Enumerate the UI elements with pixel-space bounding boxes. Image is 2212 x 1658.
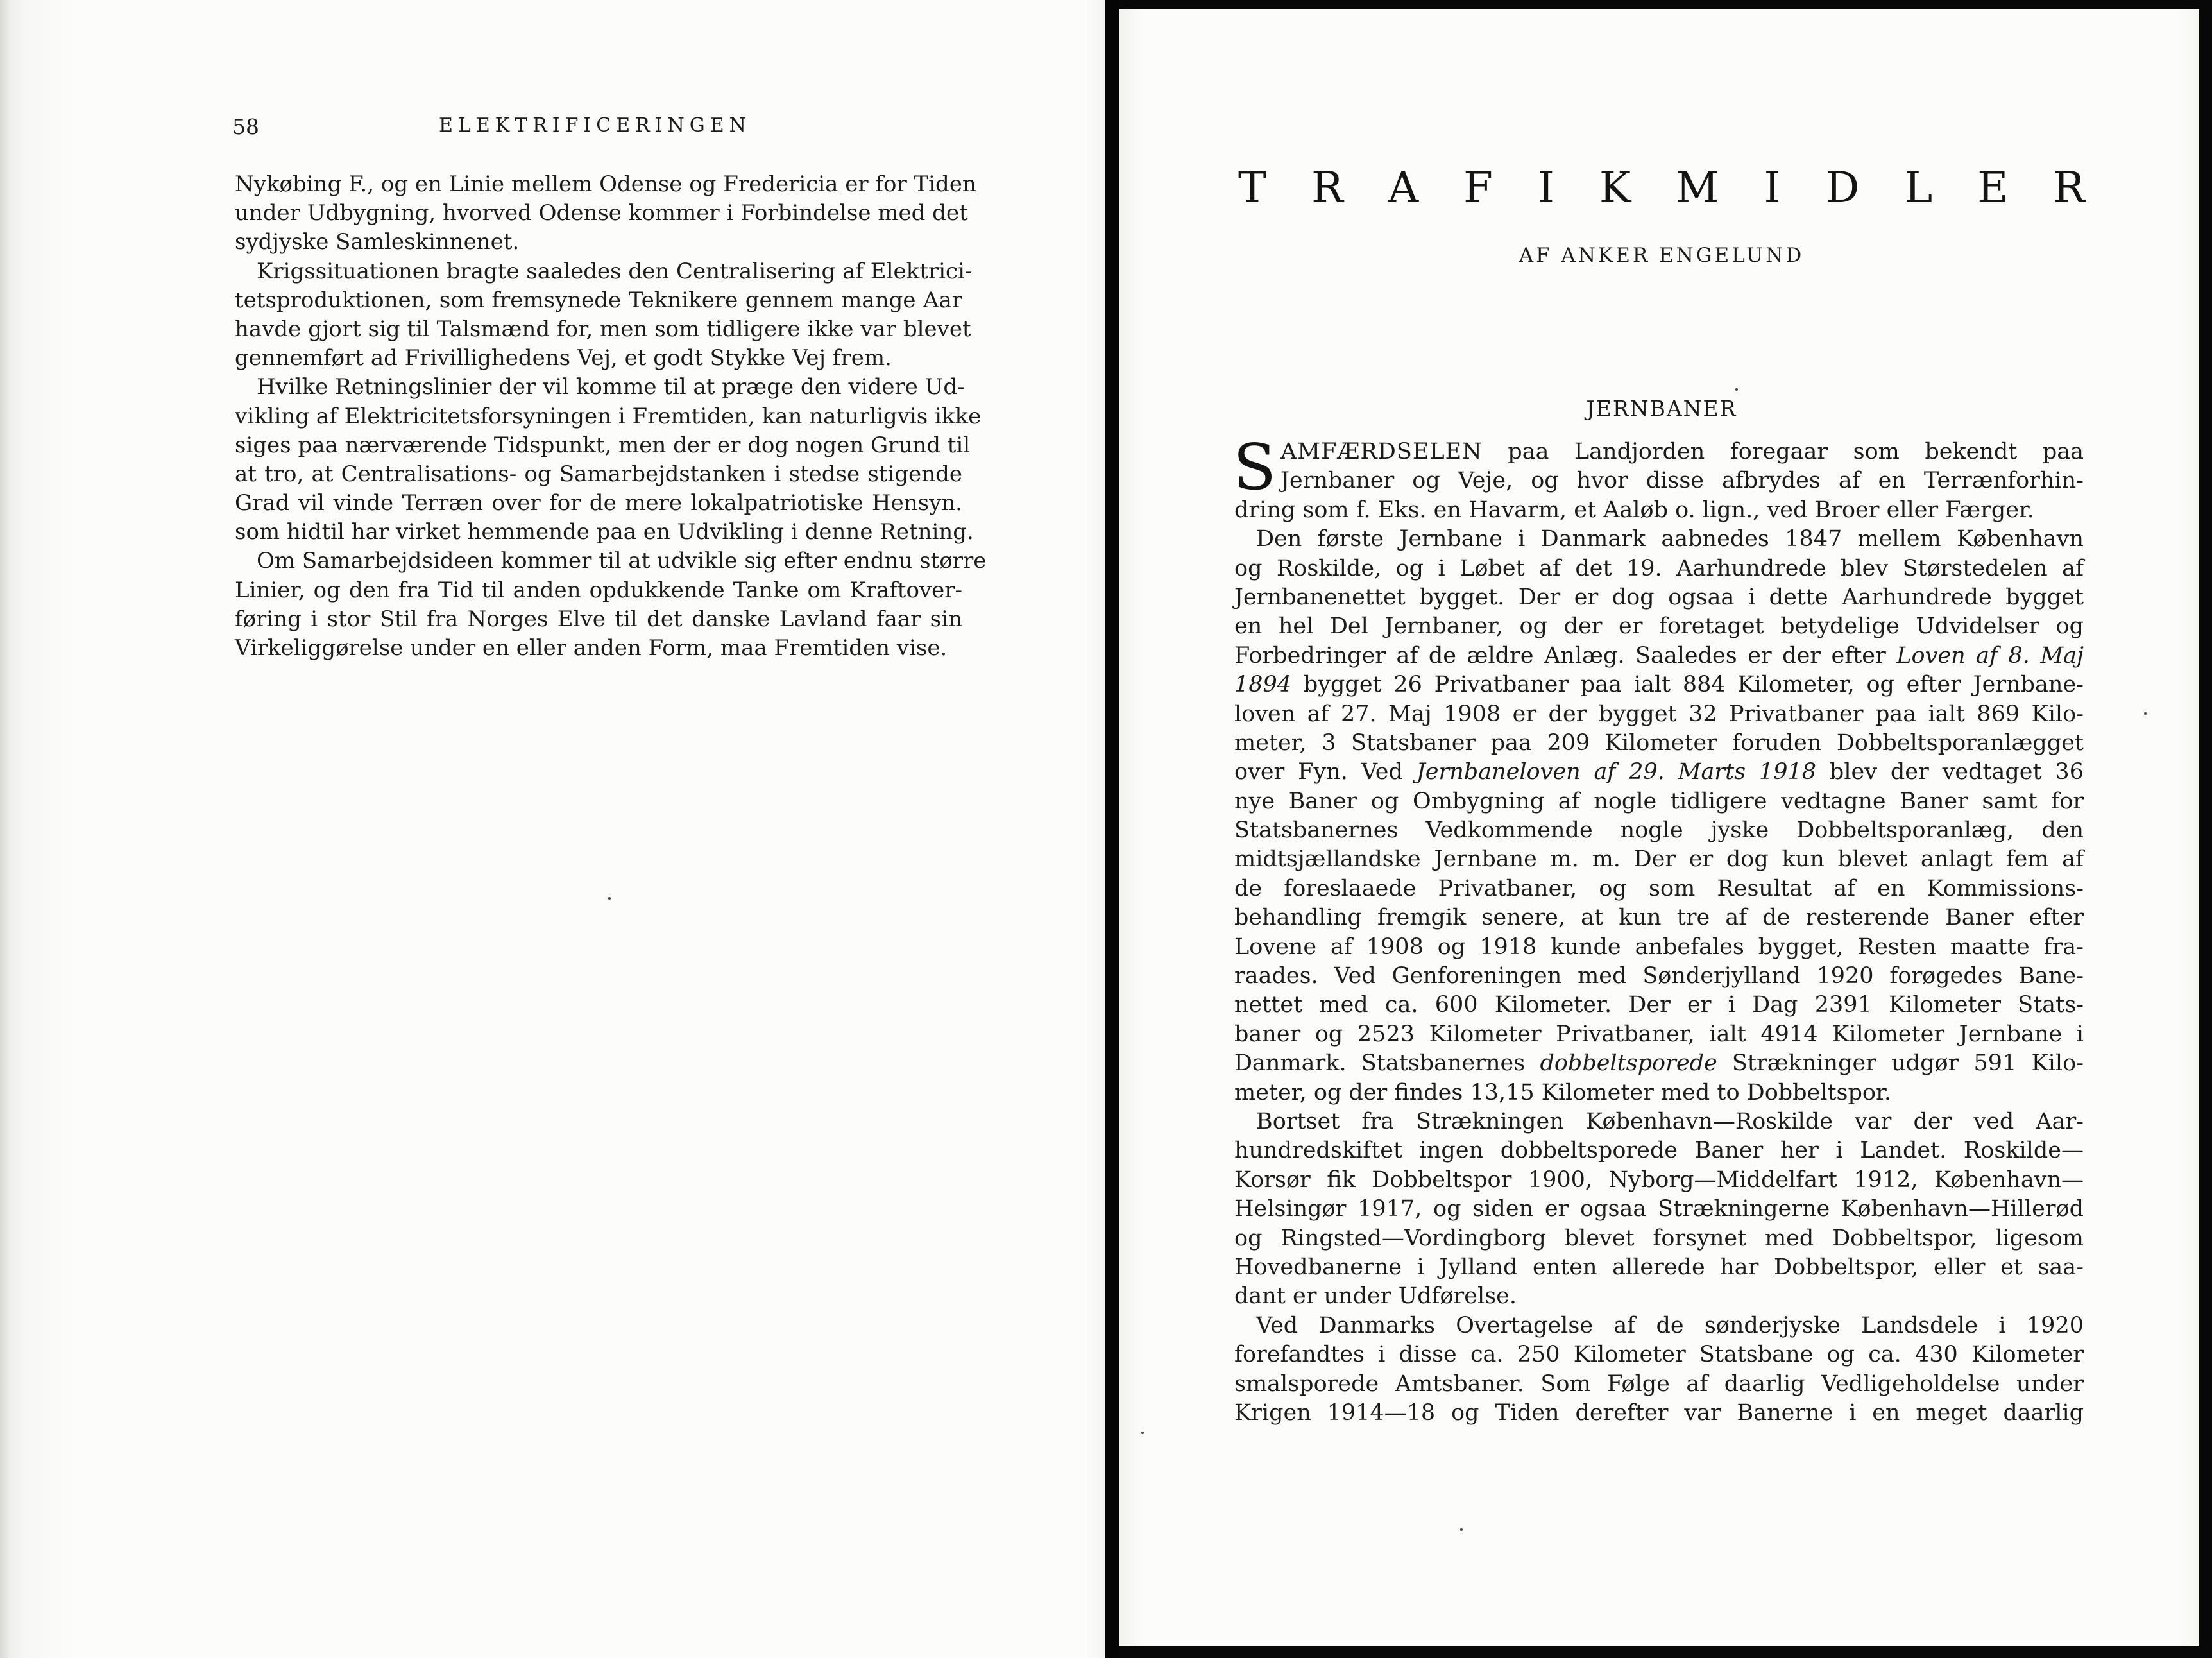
text-line: Virkeliggørelse under en eller anden Form, maa Fremtiden vise. [235,635,948,661]
italic-run: dobbeltsporede [1540,1050,1717,1077]
text-line: Hvilke Retningslinier der vil komme til at præge den videre Ud- [257,374,965,400]
text-line: behandling fremgik senere, at kun tre af de resterende Baner efter [1234,905,2084,931]
text-line: forefandtes i disse ca. 250 Kilometer Statsbane og ca. 430 Kilometer [1234,1342,2084,1368]
text-line: en hel Del Jernbaner, og der er foretaget betydelige Udvidelser og [1234,613,2084,640]
italic-run: Loven af 8. Maj [1896,642,2084,669]
chapter-title-letter: E [1977,163,2009,212]
chapter-title-letter: M [1676,163,1719,212]
text-line: meter, 3 Statsbaner paa 209 Kilometer foruden Dobbeltsporanlægget [1234,730,2084,756]
chapter-author: AF ANKER ENGELUND [1519,244,1805,267]
text-line: Lovene af 1908 og 1918 kunde anbefales bygget, Resten maatte fra- [1234,934,2084,960]
text-line: baner og 2523 Kilometer Privatbaner, ialt 4914 Kilometer Jernbane i [1234,1021,2084,1047]
text-line [1234,758,2084,787]
page-number: 58 [232,114,259,139]
text-line: Grad vil vinde Terræn over for de mere lokalpatriotiske Hensyn. [235,490,962,517]
drop-cap: S [1233,431,1277,504]
text-line: Jernbaner og Veje, og hvor disse afbrydes af en Terrænforhin- [1280,468,2084,494]
paper-speck [1141,1432,1144,1434]
right-page [1119,9,2199,1646]
text-line: Helsingør 1917, og siden er ogsaa Strækningerne København—Hillerød [1234,1196,2084,1222]
chapter-title-letter: I [1537,163,1554,212]
chapter-title-letter: I [1764,163,1781,212]
text-line: meter, og der findes 13,15 Kilometer med to Dobbeltspor. [1234,1079,1892,1106]
text-line: dring som f. Eks. en Havarm, et Aaløb o. lign., ved Broer eller Færger. [1234,497,2034,523]
text-line: hundredskiftet ingen dobbeltsporede Baner her i Landet. Roskilde— [1234,1138,2084,1164]
text-line [1234,438,2084,466]
text-line [1234,1049,2084,1078]
text-line: loven af 27. Maj 1908 er der bygget 32 Privatbaner paa ialt 869 Kilo- [1234,701,2084,727]
section-heading: JERNBANER [1586,396,1737,421]
text-line: og Ringsted—Vordingborg blevet forsynet med Dobbeltspor, ligesom [1234,1225,2084,1251]
text-line: nettet med ca. 600 Kilometer. Der er i Dag 2391 Kilometer Stats- [1234,992,2084,1018]
text-line: føring i stor Stil fra Norges Elve til det danske Lavland faar sin [235,606,962,632]
text-line: Bortset fra Strækningen København—Roskilde var der ved Aar- [1256,1108,2084,1134]
text-line: Statsbanernes Vedkommende nogle jyske Dobbeltsporanlæg, den [1234,817,2084,844]
text-line: at tro, at Centralisations- og Samarbejdstanken i stedse stigende [235,461,962,487]
right-body-text [1233,431,2084,1428]
chapter-title-letter: R [2053,163,2085,212]
italic-run: 1894 [1234,672,1292,698]
running-title: ELEKTRIFICERINGEN [439,114,751,137]
text-line: sydjyske Samleskinnenet. [235,229,520,255]
chapter-title [1238,163,2085,212]
text-line: som hidtil har virket hemmende paa en Udvikling i denne Retning. [235,519,974,545]
text-line: Jernbanenettet bygget. Der er dog ogsaa i dette Aarhundrede bygget [1234,584,2084,610]
paper-speck [1460,1528,1463,1531]
text-line: gennemført ad Frivillighedens Vej, et godt Stykke Vej frem. [235,345,892,372]
page-edge [0,0,9,1658]
text-run: Danmark. Statsbanernes [1234,1050,1526,1077]
book-gutter [1105,0,1119,1658]
left-page [0,0,1105,1658]
text-line: under Udbygning, hvorved Odense kommer i Forbindelse med det [235,200,968,226]
text-run: paa Landjorden foregaar som bekendt paa [1508,439,2084,465]
text-line: Krigssituationen bragte saaledes den Centralisering af Elektrici- [257,258,973,284]
text-line [1234,642,2084,671]
paper-speck [1735,388,1738,391]
text-line: Linier, og den fra Tid til anden opdukkende Tanke om Kraftover- [235,577,962,603]
text-line: tetsproduktionen, som fremsynede Teknikere gennem mange Aar [235,287,962,313]
text-run: blev der vedtaget 36 [1829,759,2084,785]
paper-speck [2144,712,2147,715]
italic-run: Jernbaneloven af 29. Marts 1918 [1416,759,1817,785]
text-line: Om Samarbejdsideen kommer til at udvikle sig efter endnu større [257,548,987,574]
text-line: midtsjællandske Jernbane m. m. Der er dog kun blevet anlagt fem af [1234,846,2084,873]
text-line: Korsør fik Dobbeltspor 1900, Nyborg—Middelfart 1912, København— [1234,1167,2084,1193]
chapter-title-letter: K [1599,163,1631,212]
text-line: Krigen 1914—18 og Tiden derefter var Banerne i en meget daarlig [1234,1399,2084,1426]
text-run: over Fyn. Ved [1234,759,1403,785]
text-line: og Roskilde, og i Løbet af det 19. Aarhundrede blev Størstedelen af [1234,555,2084,581]
text-line: vikling af Elektricitetsforsyningen i Fremtiden, kan naturligvis ikke [235,403,982,429]
text-run: Strækninger udgør 591 Kilo- [1731,1050,2084,1077]
text-run: bygget 26 Privatbaner paa ialt 884 Kilometer, og efter Jernbane- [1303,672,2084,698]
text-line: siges paa nærværende Tidspunkt, men der er dog nogen Grund til [235,432,971,458]
chapter-title-letter: A [1388,163,1419,212]
running-head [232,114,964,142]
chapter-title-letter: R [1311,163,1343,212]
first-word: AMFÆRDSELEN [1280,439,1483,465]
text-line [1234,671,2084,699]
left-body-text [235,170,987,663]
text-line: smalsporede Amtsbaner. Som Følge af daarlig Vedligeholdelse under [1234,1371,2084,1397]
text-line: Den første Jernbane i Danmark aabnedes 1847 mellem København [1256,526,2084,552]
chapter-title-letter: L [1904,163,1933,212]
text-line: havde gjort sig til Talsmænd for, men som tidligere ikke var blevet [235,316,971,342]
text-line: nye Baner og Ombygning af nogle tidligere vedtagne Baner samt for [1234,788,2084,814]
text-run: Forbedringer af de ældre Anlæg. Saaledes er der efter [1234,642,1886,669]
paper-speck [608,897,611,900]
text-line: raades. Ved Genforeningen med Sønderjylland 1920 forøgedes Bane- [1234,963,2084,989]
text-line: Ved Danmarks Overtagelse af de sønderjyske Landsdele i 1920 [1256,1312,2084,1338]
text-line: Nykøbing F., og en Linie mellem Odense og Fredericia er for Tiden [235,171,976,197]
chapter-title-letter: D [1825,163,1860,212]
text-line: Hovedbanerne i Jylland enten allerede har Dobbeltspor, eller et saa- [1234,1254,2084,1280]
text-line: dant er under Udførelse. [1234,1283,1517,1310]
chapter-title-letter: F [1463,163,1493,212]
chapter-title-letter: T [1238,163,1267,212]
text-line: de foreslaaede Privatbaner, og som Resultat af en Kommissions- [1234,875,2084,902]
